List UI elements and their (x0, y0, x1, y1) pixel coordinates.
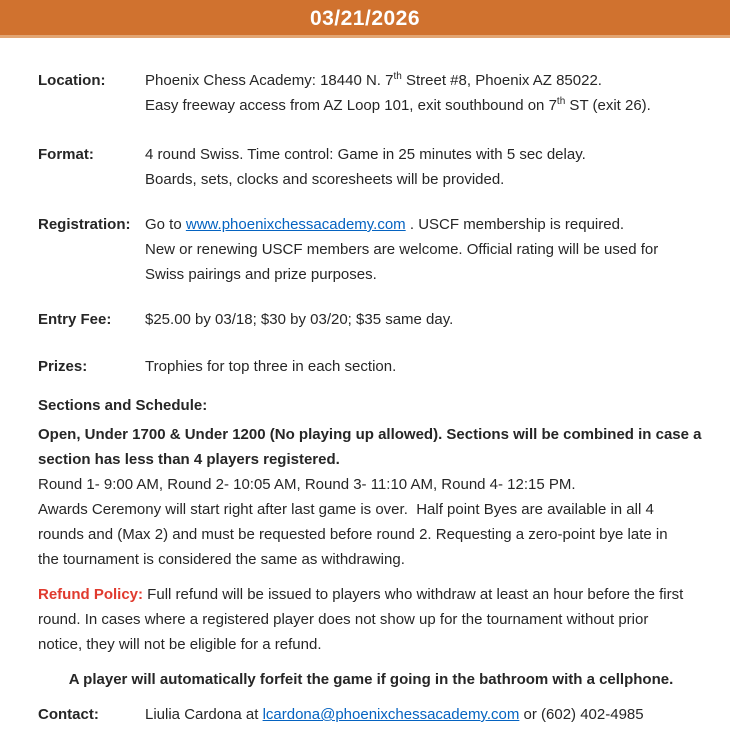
format-line-1: 4 round Swiss. Time control: Game in 25 minutes with 5 sec delay. (145, 146, 586, 163)
date-title: 03/21/2026 (309, 7, 421, 30)
sections-bold-line-1: Open, Under 1700 & Under 1200 (No playing up allowed). Sections will be combined in case a (38, 426, 702, 443)
registration-row (38, 212, 704, 287)
entry-fee-row (38, 307, 704, 332)
format-value (145, 142, 586, 192)
registration-text-1a: Go to (145, 216, 186, 233)
entry-fee-line: $25.00 by 03/18; $30 by 03/20; $35 same day. (145, 311, 454, 328)
awards-line-3: the tournament is considered the same as withdrawing. (38, 551, 405, 568)
location-text-1a: Phoenix Chess Academy: 18440 N. 7 (145, 72, 394, 89)
contact-line (145, 702, 644, 727)
registration-line-3: Swiss pairings and prize purposes. (145, 266, 377, 283)
contact-text-post: or (602) 402-4985 (519, 706, 644, 723)
awards-line-2: rounds and (Max 2) and must be requested before round 2. Requesting a zero-point bye late in (38, 526, 668, 543)
registration-text-1b: . USCF membership is required. (405, 216, 625, 233)
registration-line-1 (145, 212, 658, 237)
prizes-line: Trophies for top three in each section. (145, 358, 397, 375)
location-line-2 (145, 93, 651, 118)
location-text-2b: ST (exit 26). (565, 97, 651, 114)
ordinal-superscript: th (556, 96, 566, 107)
location-value (145, 68, 651, 118)
location-text-2a: Easy freeway access from AZ Loop 101, exit southbound on 7 (145, 97, 557, 114)
sections-bold-line-2: section has less than 4 players registered. (38, 451, 340, 468)
refund-policy-paragraph (38, 582, 704, 657)
entry-fee-label: Entry Fee: (38, 311, 112, 328)
registration-label: Registration: (38, 216, 131, 233)
contact-label: Contact: (38, 706, 99, 723)
sections-schedule-heading: Sections and Schedule: (38, 397, 208, 414)
sections-paragraph (38, 422, 704, 572)
refund-policy-label: Refund Policy: (38, 586, 144, 603)
registration-website-link[interactable]: www.phoenixchessacademy.com (185, 216, 406, 233)
format-label: Format: (38, 146, 94, 163)
awards-line-1: Awards Ceremony will start right after last game is over. Half point Byes are available in all 4 (38, 501, 654, 518)
entry-fee-value (145, 307, 453, 332)
prizes-row (38, 354, 704, 379)
rounds-schedule-line: Round 1- 9:00 AM, Round 2- 10:05 AM, Round 3- 11:10 AM, Round 4- 12:15 PM. (38, 476, 576, 493)
registration-line-2: New or renewing USCF members are welcome. Official rating will be used for (145, 241, 659, 258)
location-row (38, 68, 704, 118)
format-row (38, 142, 704, 192)
contact-text-pre: Liulia Cardona at (145, 706, 263, 723)
contact-email-link[interactable]: lcardona@phoenixchessacademy.com (262, 706, 520, 723)
refund-policy-text-1: Full refund will be issued to players who withdraw at least an hour before the first (143, 586, 684, 603)
contact-value (145, 702, 644, 727)
forfeit-notice: A player will automatically forfeit the game if going in the bathroom with a cellphone. (68, 671, 674, 688)
location-text-1b: Street #8, Phoenix AZ 85022. (401, 72, 602, 89)
flyer-body (0, 68, 730, 727)
refund-policy-line-2: round. In cases where a registered player does not show up for the tournament without prior (38, 611, 649, 628)
refund-policy-line-1 (38, 582, 704, 607)
prizes-label: Prizes: (38, 358, 88, 375)
ordinal-superscript: th (393, 71, 402, 82)
location-line-1 (145, 68, 651, 93)
registration-value (145, 212, 658, 287)
contact-row (38, 702, 704, 727)
refund-policy-line-3: notice, they will not be eligible for a refund. (38, 636, 322, 653)
date-banner (0, 0, 730, 38)
format-line-2: Boards, sets, clocks and scoresheets will be provided. (145, 171, 505, 188)
prizes-value (145, 354, 396, 379)
location-label: Location: (38, 72, 106, 89)
